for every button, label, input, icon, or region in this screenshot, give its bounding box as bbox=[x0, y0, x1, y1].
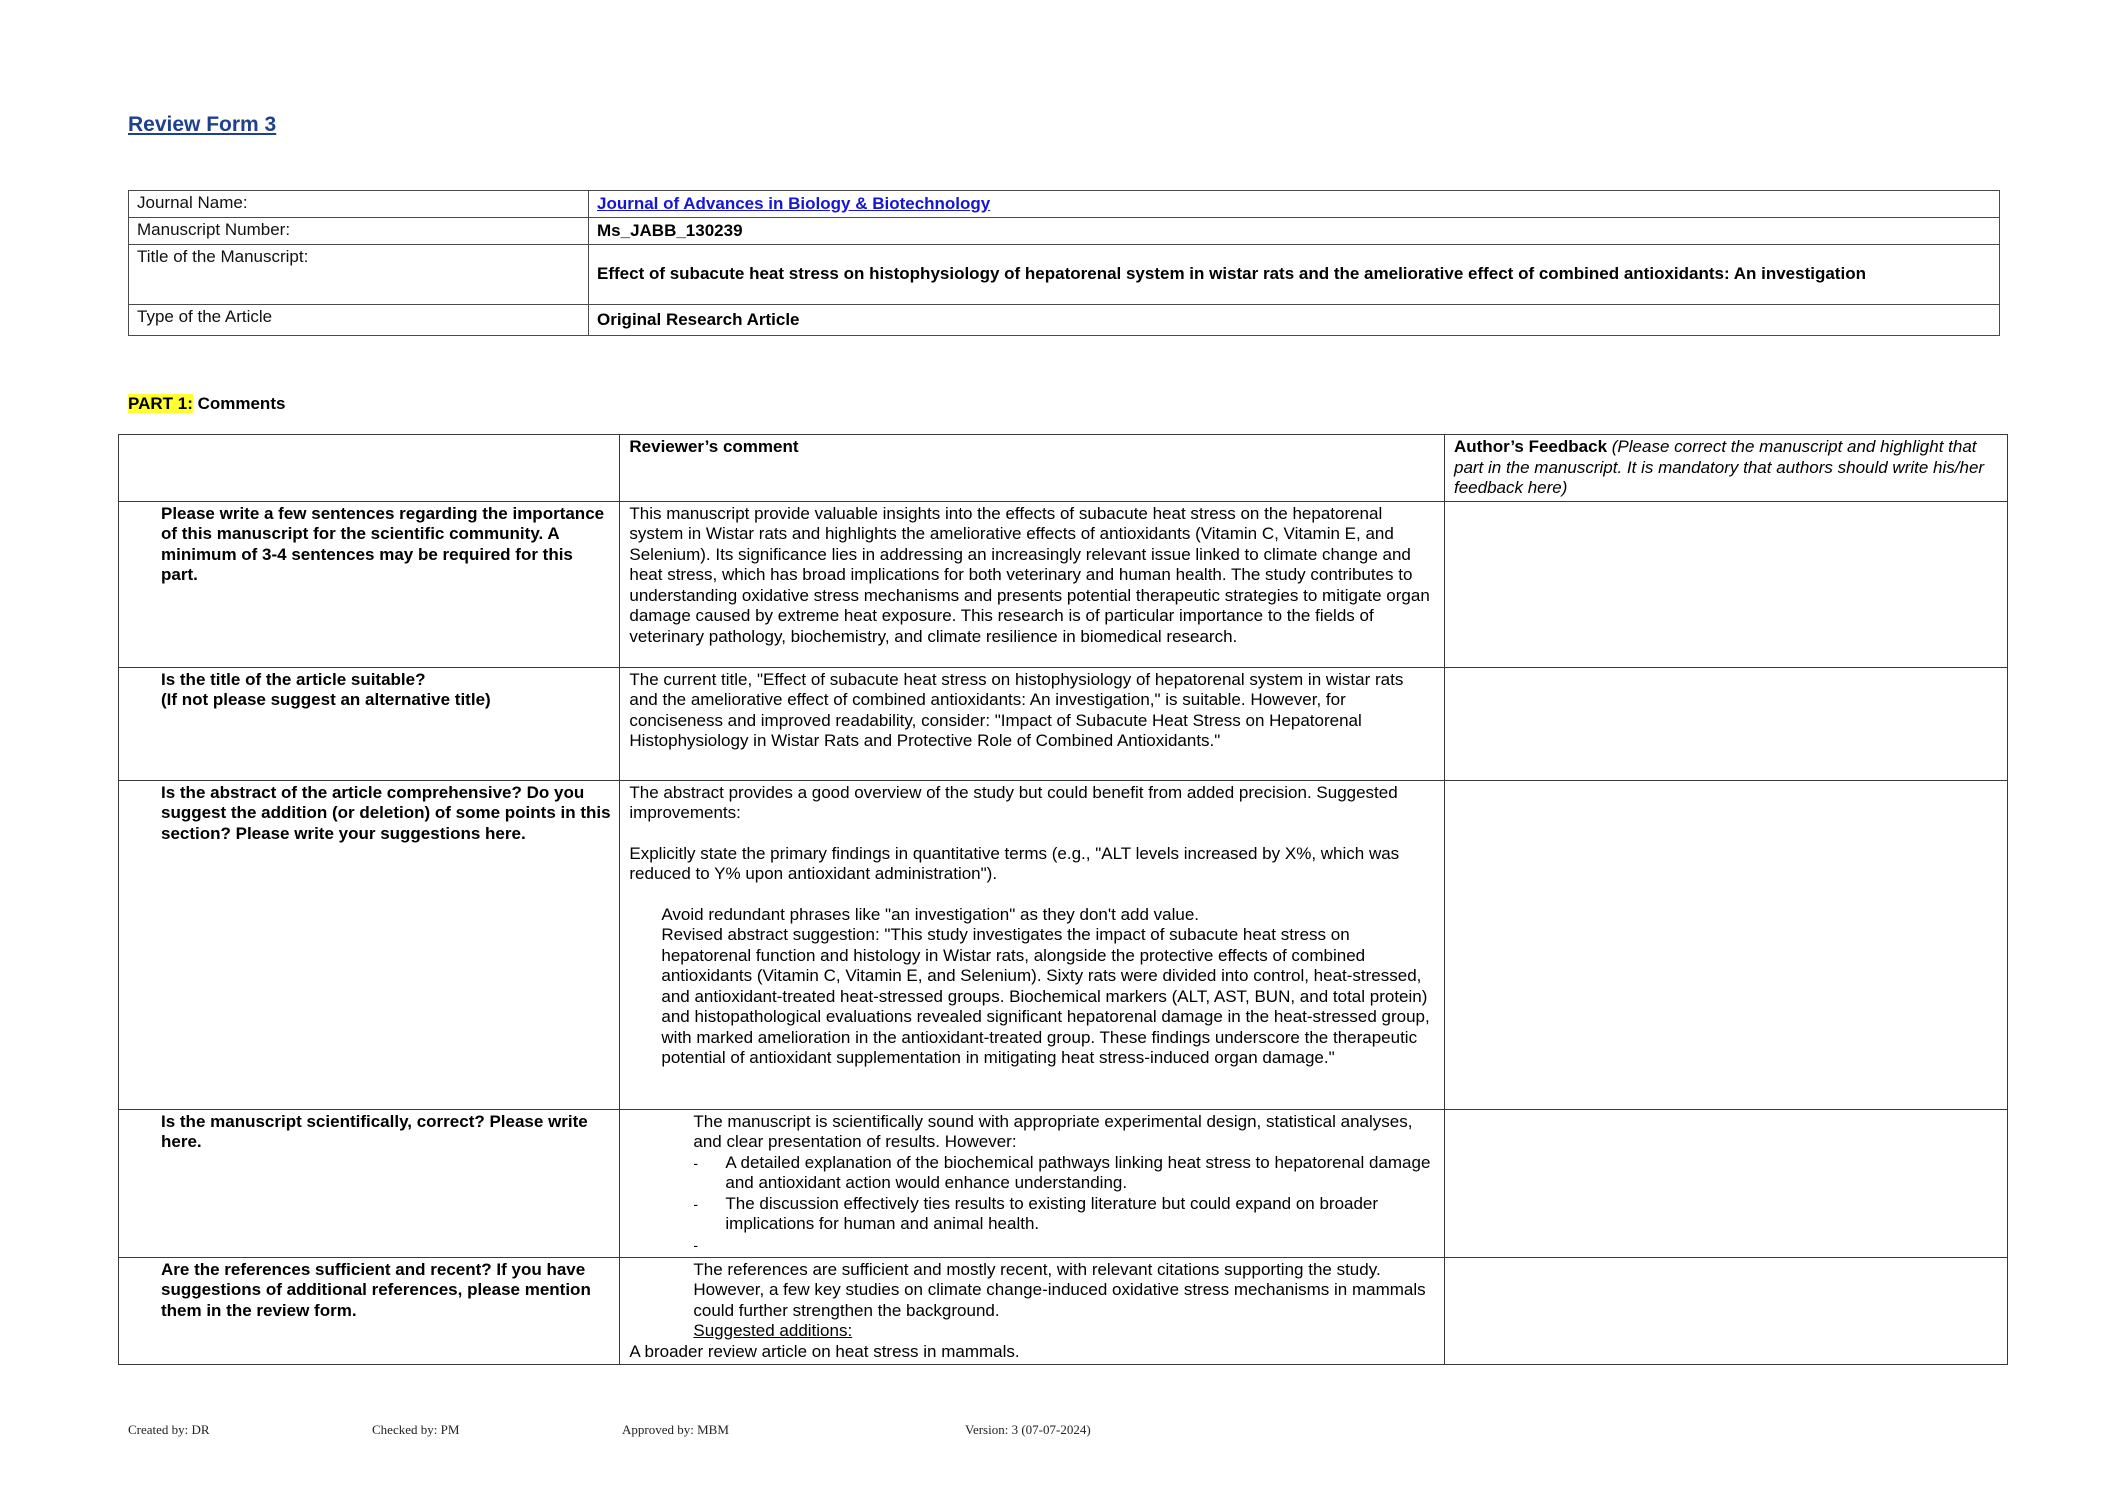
reviewer-comment-abstract bbox=[620, 780, 1445, 1109]
form-title: Review Form 3 bbox=[128, 113, 277, 136]
comment-row-title bbox=[119, 667, 2008, 780]
footer-checked-by: Checked by: PM bbox=[372, 1422, 460, 1437]
info-row-manuscript-number bbox=[129, 218, 2000, 245]
part1-heading bbox=[128, 394, 285, 414]
reviewer-comment-intro: The abstract provides a good overview of the study but could benefit from added precision. Suggested improvements: bbox=[629, 782, 1398, 822]
info-row-journal bbox=[129, 191, 2000, 218]
comment-row-importance bbox=[119, 501, 2008, 667]
manuscript-number-value: Ms_JABB_130239 bbox=[589, 218, 2000, 245]
author-feedback-heading: Author’s Feedback bbox=[1453, 437, 1608, 456]
reviewer-comment-intro: The references are sufficient and mostly recent, with relevant citations supporting the study. However, a few key studies on climate change-induced oxidative stress mechanisms in mammals could further strengthen the background. bbox=[693, 1259, 1426, 1320]
reviewer-comment-heading: Reviewer’s comment bbox=[629, 437, 799, 456]
author-feedback-references[interactable] bbox=[1444, 1257, 2007, 1365]
manuscript-number-label: Manuscript Number: bbox=[129, 218, 589, 245]
suggested-additions-label: Suggested additions: bbox=[693, 1321, 853, 1340]
comment-row-abstract bbox=[119, 780, 2008, 1109]
dash-bullet-icon: - bbox=[693, 1236, 699, 1253]
journal-name-value bbox=[589, 191, 2000, 218]
article-type-label: Type of the Article bbox=[129, 305, 589, 336]
suggested-addition-item: A broader review article on heat stress in mammals. bbox=[629, 1341, 1020, 1361]
author-feedback-instructions: (Please correct the manuscript and highlight that part in the manuscript. It is mandatory that authors should write his/her feedback here) bbox=[1453, 437, 1985, 497]
journal-name-label: Journal Name: bbox=[129, 191, 589, 218]
question-importance: Please write a few sentences regarding the importance of this manuscript for the scientific community. A minimum of 3-4 sentences may be required for this part. bbox=[119, 501, 620, 667]
reviewer-comment-scientific bbox=[620, 1109, 1445, 1257]
article-type-value: Original Research Article bbox=[589, 305, 2000, 336]
reviewer-bullet-list bbox=[629, 1153, 1435, 1255]
footer-approved-by: Approved by: MBM bbox=[622, 1422, 729, 1437]
manuscript-title-label: Title of the Manuscript: bbox=[129, 245, 589, 305]
author-column-header bbox=[1444, 435, 2007, 502]
author-feedback-title[interactable] bbox=[1444, 667, 2007, 780]
author-feedback-scientific[interactable] bbox=[1444, 1109, 2007, 1257]
question-title-line2: (If not please suggest an alternative title) bbox=[161, 690, 491, 709]
manuscript-title-value: Effect of subacute heat stress on histophysiology of hepatorenal system in wistar rats and the ameliorative effect of combined antioxidants: An investigation bbox=[589, 245, 2000, 305]
comments-header-row bbox=[119, 435, 2008, 502]
author-feedback-importance[interactable] bbox=[1444, 501, 2007, 667]
reviewer-comment-text: This manuscript provide valuable insights into the effects of subacute heat stress on the hepatorenal system in Wistar rats and highlights the ameliorative effects of antioxidants (Vitamin C, Vitamin E, and Selenium). Its significance lies in addressing an increasingly relevant issue linked to climate change and heat stress, which has broad implications for both veterinary and human health. The study contributes to understanding oxidative stress mechanisms and presents potential therapeutic strategies to mitigate organ damage caused by extreme heat exposure. This research is of particular importance to the fields of veterinary pathology, biochemistry, and climate resilience in biomedical research. bbox=[629, 503, 1430, 646]
info-row-manuscript-title bbox=[129, 245, 2000, 305]
journal-name-link[interactable]: Journal of Advances in Biology & Biotechnology bbox=[597, 193, 991, 213]
reviewer-comment-redundant: Avoid redundant phrases like "an investigation" as they don't add value. bbox=[661, 904, 1200, 924]
reviewer-comment-importance bbox=[620, 501, 1445, 667]
reviewer-comment-revised-abstract: Revised abstract suggestion: "This study investigates the impact of subacute heat stress on hepatorenal function and histology in Wistar rats, alongside the protective effects of combined antioxidants (Vitamin C, Vitamin E, and Selenium). Sixty rats were divided into control, heat-stressed, and antioxidant-treated heat-stressed groups. Biochemical markers (ALT, AST, BUN, and total protein) and histopathological evaluations revealed significant hepatorenal damage in the heat-stressed group, with marked amelioration in the antioxidant-treated group. These findings underscore the therapeutic potential of antioxidant supplementation in mitigating heat stress-induced organ damage." bbox=[661, 925, 1430, 1067]
question-title bbox=[119, 667, 620, 780]
reviewer-comment-text: The current title, "Effect of subacute heat stress on histophysiology of hepatorenal system in wistar rats and the ameliorative effect of combined antioxidants: An investigation," is suitable. However, for conciseness and improved readability, consider: "Impact of Subacute Heat Stress on Hepatorenal Histophysiology in Wistar Rats and Protective Role of Combined Antioxidants." bbox=[629, 669, 1404, 750]
part1-heading-text: Comments bbox=[192, 394, 286, 413]
reviewer-comment-title bbox=[620, 667, 1445, 780]
reviewer-comment-quantitative: Explicitly state the primary findings in quantitative terms (e.g., "ALT levels increased by X%, which was reduced to Y% upon antioxidant administration"). bbox=[629, 843, 1400, 883]
comment-row-scientific bbox=[119, 1109, 2008, 1257]
dash-bullet-icon: - bbox=[693, 1154, 699, 1171]
reviewer-comment-intro: The manuscript is scientifically sound with appropriate experimental design, statistical analyses, and clear presentation of results. However: bbox=[693, 1111, 1413, 1151]
dash-bullet-icon: - bbox=[693, 1195, 699, 1212]
info-row-article-type bbox=[129, 305, 2000, 336]
manuscript-info-table bbox=[128, 190, 2000, 336]
footer-created-by: Created by: DR bbox=[128, 1422, 210, 1437]
reviewer-column-header bbox=[620, 435, 1445, 502]
bullet-item: - A detailed explanation of the biochemical pathways linking heat stress to hepatorenal damage and antioxidant action would enhance understanding. bbox=[693, 1152, 1431, 1192]
comments-table bbox=[118, 434, 2008, 1365]
question-column-header bbox=[119, 435, 620, 502]
question-references: Are the references sufficient and recent? If you have suggestions of additional references, please mention them in the review form. bbox=[119, 1257, 620, 1365]
comment-row-references bbox=[119, 1257, 2008, 1365]
question-abstract: Is the abstract of the article comprehensive? Do you suggest the addition (or deletion) of some points in this section? Please write your suggestions here. bbox=[119, 780, 620, 1109]
part1-heading-highlight: PART 1: bbox=[128, 394, 193, 413]
question-scientific: Is the manuscript scientifically, correct? Please write here. bbox=[119, 1109, 620, 1257]
author-feedback-abstract[interactable] bbox=[1444, 780, 2007, 1109]
reviewer-comment-references bbox=[620, 1257, 1445, 1365]
bullet-item bbox=[693, 1235, 1435, 1255]
question-title-line1: Is the title of the article suitable? bbox=[161, 669, 426, 689]
footer-version: Version: 3 (07-07-2024) bbox=[965, 1422, 1091, 1437]
bullet-item: - The discussion effectively ties results to existing literature but could expand on broader implications for human and animal health. bbox=[693, 1193, 1379, 1233]
